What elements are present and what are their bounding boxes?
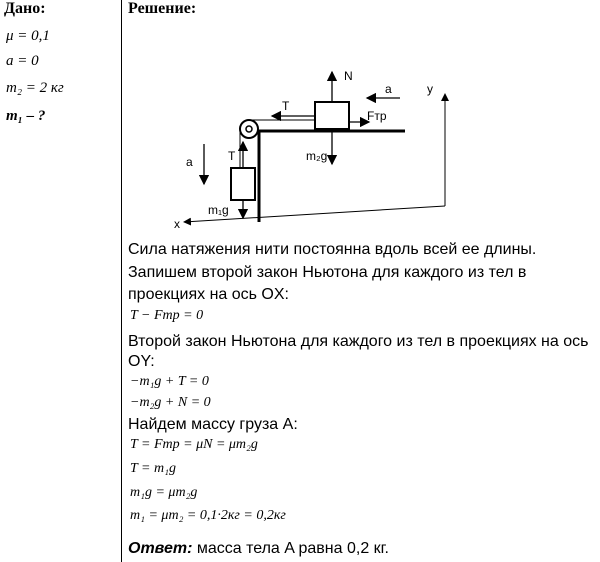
equation-tension-m1g: T = m₁g <box>130 461 176 476</box>
equation-result: m₁ = μm₂ = 0,1·2кг = 0,2кг <box>130 508 286 523</box>
given-title: Дано: <box>4 0 46 17</box>
given-mu: μ = 0,1 <box>6 28 50 44</box>
label-m2g: m₂g <box>306 149 328 163</box>
block-m1 <box>231 168 255 200</box>
given-mass-m2: m₂ = 2 кг <box>6 80 64 96</box>
equation-oy-m2: −m₂g + N = 0 <box>130 395 211 410</box>
label-F-friction: Fтр <box>367 109 387 123</box>
label-T-left: T <box>228 149 236 163</box>
label-a-left: a <box>186 155 193 169</box>
equation-oy-m1: −m₁g + T = 0 <box>130 374 209 389</box>
pulley <box>240 120 258 138</box>
solution-title: Решение: <box>128 0 197 17</box>
label-m1g: m₁g <box>208 203 229 217</box>
paragraph-tension-constant: Сила натяжения нити постоянна вдоль всей ее длины. <box>128 241 537 258</box>
label-y-axis: y <box>427 82 433 96</box>
block-m2 <box>315 102 349 129</box>
label-N: N <box>344 69 353 83</box>
equation-tension-friction: T = Fтр = μN = μm₂g <box>130 437 258 452</box>
paragraph-newton-ox-1: Запишем второй закон Ньютона для каждого из тел в <box>128 264 527 281</box>
answer-line <box>128 540 389 558</box>
paragraph-newton-ox-2: проекциях на ось OX: <box>128 286 289 303</box>
equation-ox: T − Fтр = 0 <box>130 308 204 323</box>
answer-label: Ответ: <box>128 540 193 557</box>
label-T-top: T <box>282 99 290 113</box>
force-diagram <box>122 60 600 236</box>
paragraph-newton-oy-2: OY: <box>128 353 155 370</box>
given-unknown-m1: m₁ – ? <box>6 108 46 124</box>
paragraph-newton-oy-1: Второй закон Ньютона для каждого из тел в проекциях на ось <box>128 333 589 350</box>
equation-m1g-mu: m₁g = μm₂g <box>130 485 198 500</box>
label-x-axis: x <box>174 217 180 231</box>
given-acceleration: a = 0 <box>6 53 39 69</box>
label-a-top: a <box>385 82 392 96</box>
paragraph-find-mass: Найдем массу груза A: <box>128 416 298 433</box>
answer-text: масса тела A равна 0,2 кг. <box>192 540 389 557</box>
